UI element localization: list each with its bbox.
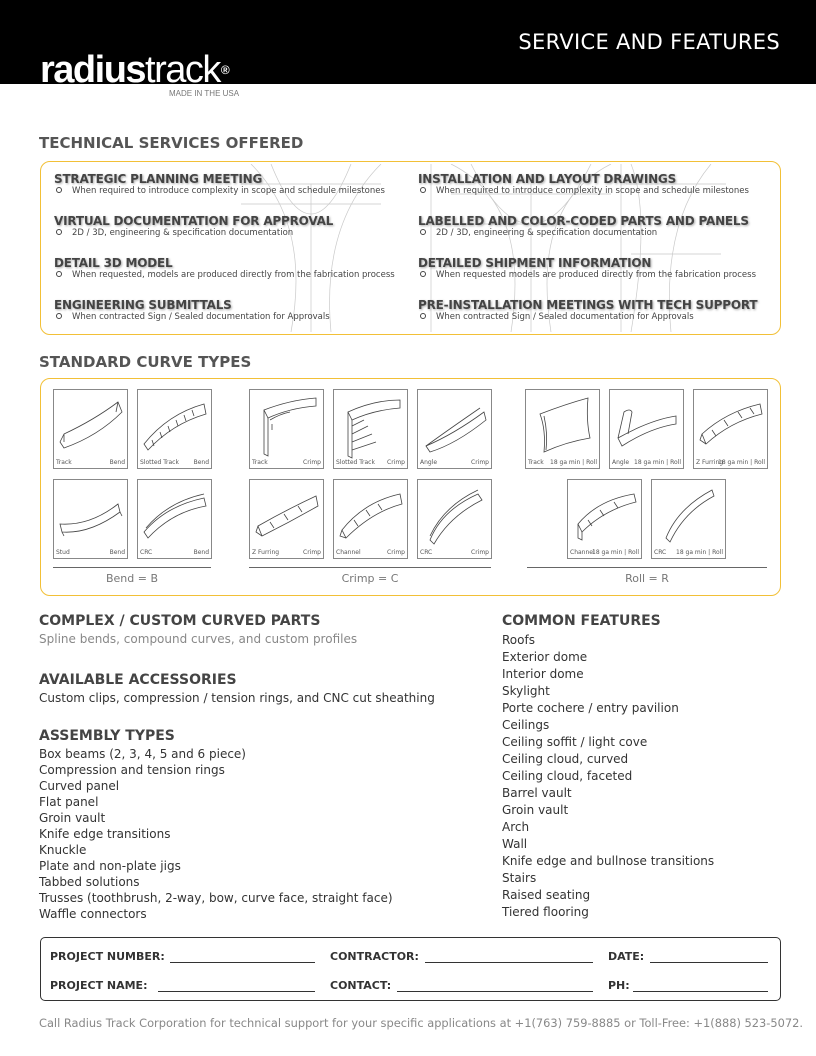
bullet-icon <box>56 187 62 193</box>
bullet-icon <box>56 313 62 319</box>
contact-label: CONTACT: <box>330 979 392 992</box>
list-item: Flat panel <box>39 795 99 809</box>
z-furring-crimp-icon <box>250 480 323 558</box>
curve-thumb-slotted-track-bend: Slotted Track Bend <box>137 389 212 469</box>
slotted-track-bend-icon <box>138 390 211 468</box>
accessories-heading: AVAILABLE ACCESSORIES <box>39 672 237 688</box>
list-item: Plate and non-plate jigs <box>39 859 181 873</box>
curve-thumb-channel-roll: Channel 18 ga min | Roll <box>567 479 642 559</box>
list-item: Roofs <box>502 633 535 647</box>
list-item: Ceiling cloud, faceted <box>502 769 633 783</box>
list-item: Porte cochere / entry pavilion <box>502 701 679 715</box>
accessories-text: Custom clips, compression / tension rings, and CNC cut sheathing <box>39 691 435 705</box>
list-item: Exterior dome <box>502 650 588 664</box>
list-item: Knife edge transitions <box>39 827 171 841</box>
logo-tagline: MADE IN THE USA <box>169 89 240 98</box>
crc-bend-icon <box>138 480 211 558</box>
service-item: ENGINEERING SUBMITTALS When contracted Sign / Sealed documentation for Approvals <box>54 298 330 322</box>
curve-thumb-stud-bend: Stud Bend <box>53 479 128 559</box>
assembly-heading: ASSEMBLY TYPES <box>39 728 175 744</box>
channel-roll-icon <box>568 480 641 558</box>
bend-group-label: Bend = B <box>105 572 159 585</box>
header-bar <box>0 0 816 91</box>
service-item: VIRTUAL DOCUMENTATION FOR APPROVAL 2D / 3D, engineering & specification documentation <box>54 214 334 238</box>
phone-label: PH: <box>608 979 630 992</box>
list-item: Tiered flooring <box>502 905 589 919</box>
curve-thumb-crc-crimp: CRC Crimp <box>417 479 492 559</box>
services-heading: TECHNICAL SERVICES OFFERED <box>39 134 304 152</box>
roll-group-label: Roll = R <box>625 572 669 585</box>
page-title: SERVICE AND FEATURES <box>518 30 780 54</box>
bullet-icon <box>420 313 426 319</box>
angle-roll-icon <box>610 390 683 468</box>
track-bend-icon <box>54 390 127 468</box>
service-item: INSTALLATION AND LAYOUT DRAWINGS When required to introduce complexity in scope and schedule milestones <box>418 172 749 196</box>
curve-thumb-track-bend: Track Bend <box>53 389 128 469</box>
curve-thumb-crc-bend: CRC Bend <box>137 479 212 559</box>
features-list <box>502 632 714 921</box>
list-item: Compression and tension rings <box>39 763 225 777</box>
crc-roll-icon <box>652 480 725 558</box>
contact-field[interactable] <box>397 991 593 992</box>
z-furring-roll-icon <box>694 390 767 468</box>
project-info-form <box>40 937 781 1001</box>
phone-field[interactable] <box>633 991 768 992</box>
service-item: LABELLED AND COLOR-CODED PARTS AND PANELS 2D / 3D, engineering & specification documentation <box>418 214 749 238</box>
project-name-field[interactable] <box>158 991 315 992</box>
curves-heading: STANDARD CURVE TYPES <box>39 353 252 371</box>
list-item: Skylight <box>502 684 550 698</box>
curve-thumb-z-furring-crimp: Z Furring Crimp <box>249 479 324 559</box>
track-crimp-icon <box>250 390 323 468</box>
service-item: PRE-INSTALLATION MEETINGS WITH TECH SUPPORT When contracted Sign / Sealed documentation for Approvals <box>418 298 758 322</box>
list-item: Box beams (2, 3, 4, 5 and 6 piece) <box>39 747 246 761</box>
curve-thumb-crc-roll: CRC 18 ga min | Roll <box>651 479 726 559</box>
date-label: DATE: <box>608 950 645 963</box>
bullet-icon <box>56 229 62 235</box>
list-item: Ceiling cloud, curved <box>502 752 629 766</box>
channel-crimp-icon <box>334 480 407 558</box>
project-number-field[interactable] <box>170 962 315 963</box>
curve-thumb-angle-crimp: Angle Crimp <box>417 389 492 469</box>
list-item: Ceilings <box>502 718 550 732</box>
bullet-icon <box>56 271 62 277</box>
curve-thumb-z-furring-roll: Z Furring 18 ga min | Roll <box>693 389 768 469</box>
project-name-label: PROJECT NAME: <box>50 979 148 992</box>
curve-thumb-channel-crimp: Channel Crimp <box>333 479 408 559</box>
complex-text: Spline bends, compound curves, and custom profiles <box>39 632 358 646</box>
roll-group-divider <box>527 567 767 568</box>
angle-crimp-icon <box>418 390 491 468</box>
list-item: Groin vault <box>502 803 569 817</box>
bullet-icon <box>420 271 426 277</box>
services-left-column <box>54 172 414 335</box>
contractor-field[interactable] <box>425 962 593 963</box>
list-item: Arch <box>502 820 530 834</box>
curve-types-box <box>40 378 781 596</box>
bend-group-divider <box>53 567 211 568</box>
contractor-label: CONTRACTOR: <box>330 950 419 963</box>
services-box <box>40 161 781 335</box>
slotted-track-crimp-icon <box>334 390 407 468</box>
complex-heading: COMPLEX / CUSTOM CURVED PARTS <box>39 613 321 629</box>
list-item: Barrel vault <box>502 786 572 800</box>
list-item: Trusses (toothbrush, 2-way, bow, curve face, straight face) <box>39 891 393 905</box>
bullet-icon <box>420 229 426 235</box>
logo: radiustrack® <box>40 49 230 91</box>
track-roll-icon <box>526 390 599 468</box>
list-item: Ceiling soffit / light cove <box>502 735 648 749</box>
list-item: Raised seating <box>502 888 591 902</box>
list-item: Interior dome <box>502 667 584 681</box>
list-item: Groin vault <box>39 811 106 825</box>
footer-contact-text: Call Radius Track Corporation for technical support for your specific applications at +1(763) 759-8885 or Toll-Free: +1(888) 523-5072. <box>39 1016 803 1030</box>
curve-thumb-track-roll: Track 18 ga min | Roll <box>525 389 600 469</box>
assembly-list <box>39 746 393 922</box>
services-right-column <box>418 172 778 335</box>
crimp-group-divider <box>249 567 491 568</box>
crc-crimp-icon <box>418 480 491 558</box>
list-item: Wall <box>502 837 528 851</box>
curve-thumb-slotted-track-crimp: Slotted Track Crimp <box>333 389 408 469</box>
service-item: STRATEGIC PLANNING MEETING When required to introduce complexity in scope and schedule milestones <box>54 172 385 196</box>
curve-thumb-angle-roll: Angle 18 ga min | Roll <box>609 389 684 469</box>
list-item: Knife edge and bullnose transitions <box>502 854 715 868</box>
crimp-group-label: Crimp = C <box>341 572 399 585</box>
list-item: Waffle connectors <box>39 907 147 921</box>
service-item: DETAIL 3D MODEL When requested, models are produced directly from the fabrication process <box>54 256 395 280</box>
list-item: Knuckle <box>39 843 87 857</box>
list-item: Tabbed solutions <box>39 875 140 889</box>
project-number-label: PROJECT NUMBER: <box>50 950 165 963</box>
date-field[interactable] <box>650 962 768 963</box>
list-item: Stairs <box>502 871 537 885</box>
bullet-icon <box>420 187 426 193</box>
features-heading: COMMON FEATURES <box>502 613 661 629</box>
stud-bend-icon <box>54 480 127 558</box>
list-item: Curved panel <box>39 779 120 793</box>
service-item: DETAILED SHIPMENT INFORMATION When requested models are produced directly from the fabrication process <box>418 256 756 280</box>
curve-thumb-track-crimp: Track Crimp <box>249 389 324 469</box>
